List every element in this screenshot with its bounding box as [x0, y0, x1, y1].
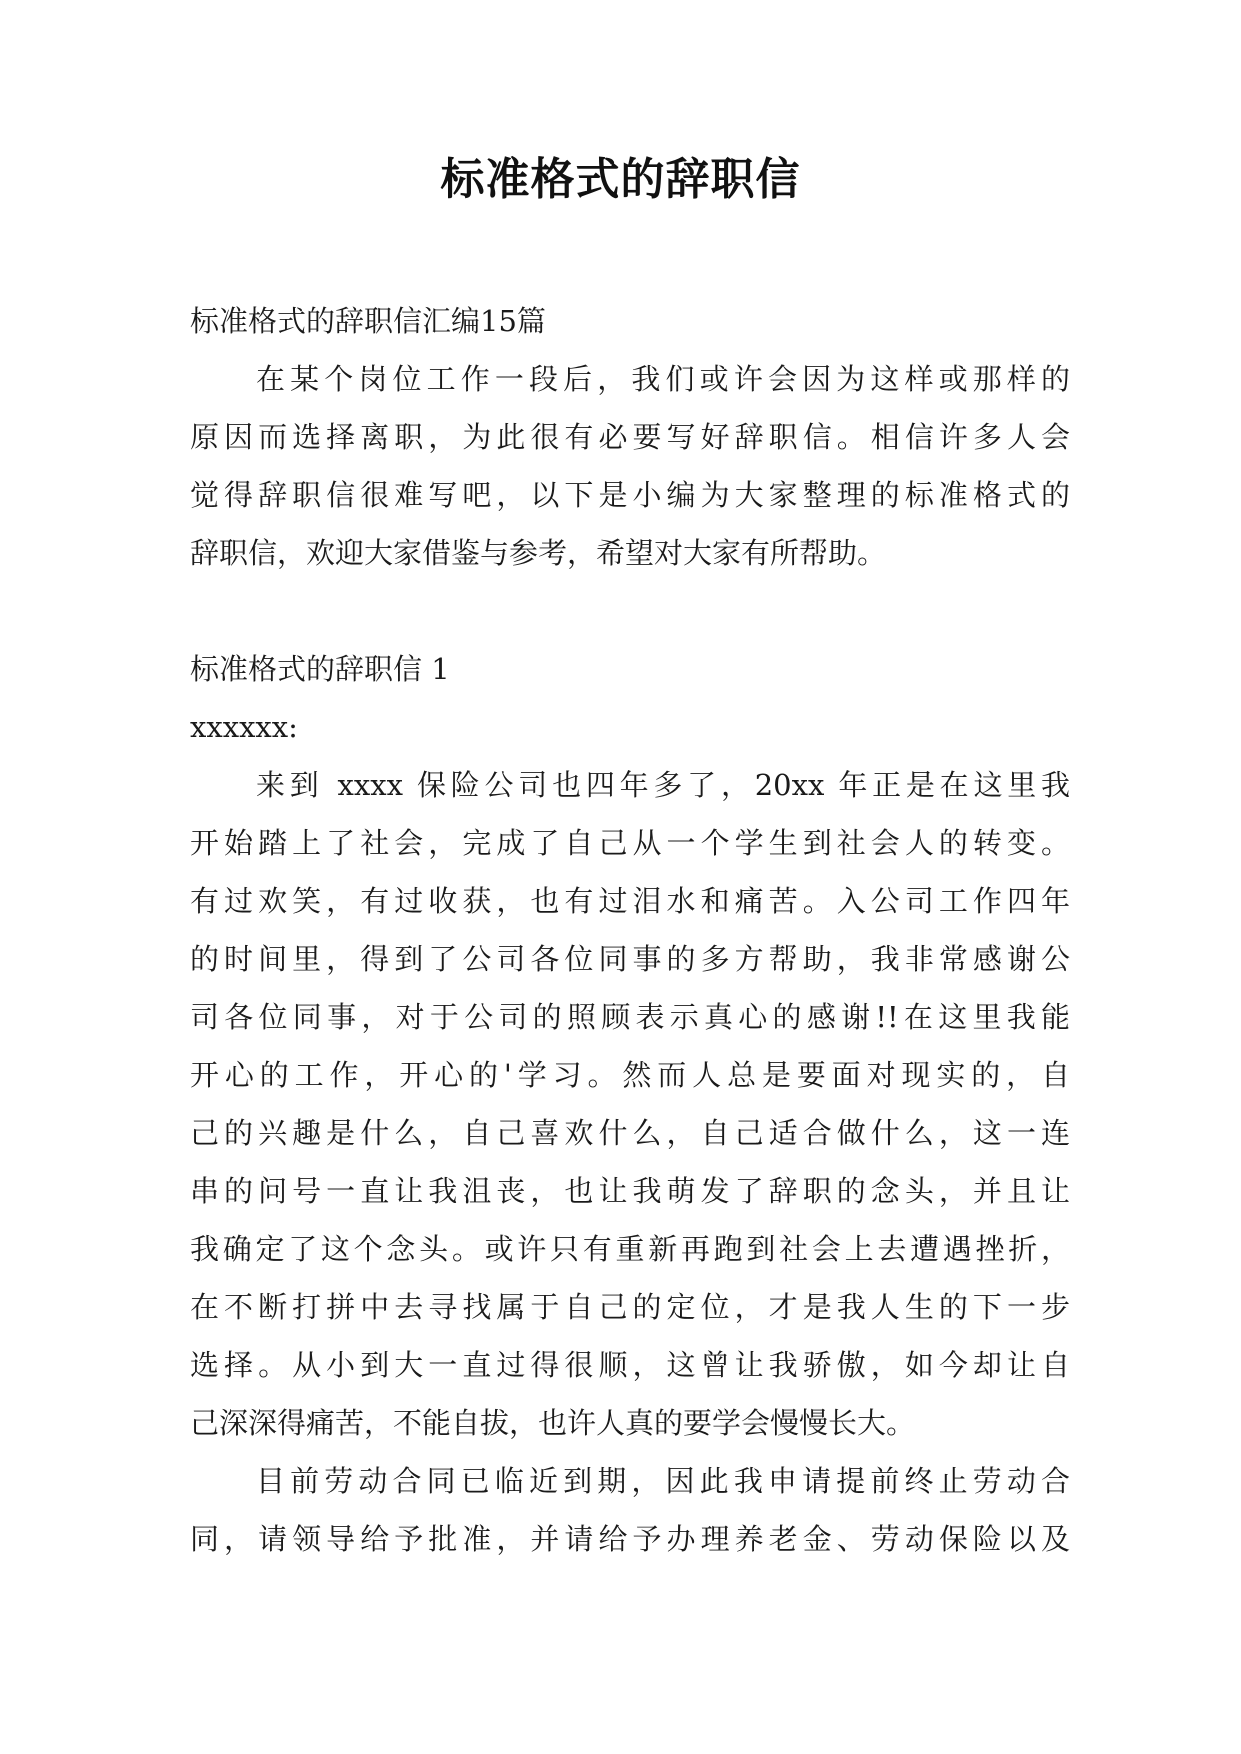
- intro-paragraph: [190, 350, 1070, 582]
- letter-paragraph-2: [190, 1452, 1070, 1568]
- paragraph-line: 辞职信，欢迎大家借鉴与参考，希望对大家有所帮助。: [190, 536, 887, 570]
- paragraph-line: 原因而选择离职，为此很有必要写好辞职信。相信许多人会: [190, 420, 1070, 454]
- paragraph-line: 在某个岗位工作一段后，我们或许会因为这样或那样的: [256, 362, 1070, 396]
- letter-paragraph-1: [190, 756, 1070, 1452]
- paragraph-line: 目前劳动合同已临近到期，因此我申请提前终止劳动合: [256, 1464, 1070, 1498]
- paragraph-line: 觉得辞职信很难写吧，以下是小编为大家整理的标准格式的: [190, 478, 1070, 512]
- paragraph-line: 己深深得痛苦，不能自拔，也许人真的要学会慢慢长大。: [190, 1406, 916, 1440]
- salutation: xxxxxx:: [190, 710, 298, 744]
- section-heading: 标准格式的辞职信 1: [190, 652, 450, 686]
- paragraph-line: 开心的工作，开心的'学习。然而人总是要面对现实的，自: [190, 1058, 1070, 1092]
- paragraph-line: 己的兴趣是什么，自己喜欢什么，自己适合做什么，这一连: [190, 1116, 1070, 1150]
- document-title: 标准格式的辞职信: [440, 154, 801, 205]
- subtitle: 标准格式的辞职信汇编15篇: [190, 304, 546, 338]
- paragraph-line: 选择。从小到大一直过得很顺，这曾让我骄傲，如今却让自: [190, 1348, 1070, 1382]
- paragraph-line: 的时间里，得到了公司各位同事的多方帮助，我非常感谢公: [190, 942, 1070, 976]
- paragraph-line: 同，请领导给予批准，并请给予办理养老金、劳动保险以及: [190, 1522, 1070, 1556]
- paragraph-line: 来到 xxxx 保险公司也四年多了，20xx 年正是在这里我: [256, 768, 1070, 802]
- paragraph-line: 有过欢笑，有过收获，也有过泪水和痛苦。入公司工作四年: [190, 884, 1070, 918]
- paragraph-line: 开始踏上了社会，完成了自己从一个学生到社会人的转变。: [190, 826, 1070, 860]
- paragraph-line: 串的问号一直让我沮丧，也让我萌发了辞职的念头，并且让: [190, 1174, 1070, 1208]
- document-body: [190, 292, 1070, 1568]
- spacer: [190, 582, 1070, 640]
- paragraph-line: 司各位同事，对于公司的照顾表示真心的感谢!!在这里我能: [190, 1000, 1070, 1034]
- paragraph-line: 我确定了这个念头。或许只有重新再跑到社会上去遭遇挫折，: [190, 1232, 1070, 1266]
- paragraph-line: 在不断打拼中去寻找属于自己的定位，才是我人生的下一步: [190, 1290, 1070, 1324]
